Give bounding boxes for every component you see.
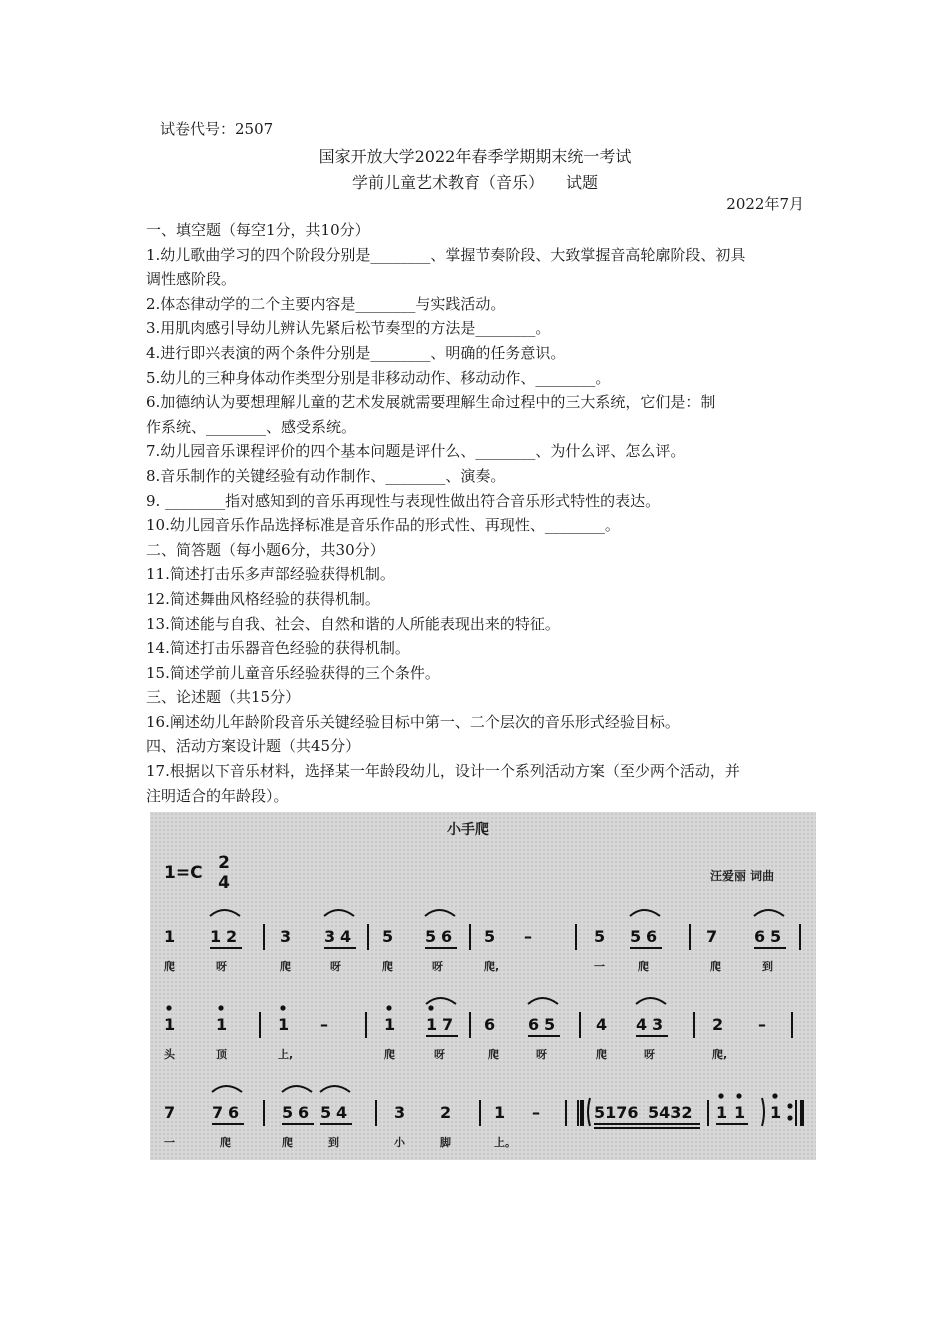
score-note: 1	[734, 1103, 746, 1122]
question-line: 3.用肌肉感引导幼儿辨认先紧后松节奏型的方法是________。	[146, 319, 551, 338]
exam-date: 2022年7月	[726, 195, 804, 213]
question-line: 8.音乐制作的关键经验有动作制作、________、演奏。	[146, 466, 506, 485]
question-list	[146, 218, 810, 808]
score-lyric: 爬	[710, 960, 721, 973]
score-note: 5	[544, 1015, 556, 1034]
score-row-2	[164, 1015, 766, 1034]
question-line: 12.简述舞曲风格经验的获得机制。	[146, 589, 380, 608]
score-title: 小手爬	[447, 822, 489, 838]
score-note: 6	[228, 1103, 240, 1122]
exam-code: 试卷代号：2507	[160, 120, 274, 138]
score-note: 5176	[594, 1103, 639, 1122]
score-lyric: 一	[594, 960, 605, 973]
score-key: 1=C	[164, 863, 203, 883]
score-lyric: 爬,	[484, 960, 500, 973]
score-note: 3	[324, 927, 336, 946]
score-row-1	[164, 927, 781, 946]
score-lyric: 呀	[434, 1048, 445, 1061]
score-lyric: 爬	[384, 1048, 395, 1061]
score-note: –	[532, 1103, 540, 1122]
score-note: 5	[382, 927, 394, 946]
score-note: 4	[596, 1015, 608, 1034]
score-note: 6	[441, 927, 453, 946]
score-row-2-lyrics	[164, 1047, 727, 1061]
exam-title: 国家开放大学2022年春季学期期末统一考试	[318, 147, 632, 166]
score-note: 4	[636, 1015, 648, 1034]
exam-subtitle	[0, 170, 950, 193]
question-line: 6.加德纳认为要想理解儿童的艺术发展就需要理解生命过程中的三大系统，它们是：制	[146, 393, 716, 412]
score-note: 5	[425, 927, 437, 946]
score-lyric: 呀	[536, 1048, 547, 1061]
score-lyric: 顶	[216, 1048, 227, 1061]
score-note: 4	[340, 927, 352, 946]
score-note: 1	[384, 1015, 396, 1034]
score-note: 5	[484, 927, 496, 946]
score-note: 5	[282, 1103, 294, 1122]
score-lyric: 爬,	[712, 1048, 728, 1061]
score-note: –	[758, 1015, 766, 1034]
score-note: 6	[754, 927, 766, 946]
score-note: 3	[394, 1103, 406, 1122]
subject-name: 学前儿童艺术教育（音乐）	[351, 173, 544, 192]
score-row-3	[164, 1103, 781, 1122]
score-note: –	[524, 927, 532, 946]
score-note: 5	[630, 927, 642, 946]
music-score	[150, 812, 816, 1160]
score-lyric: 爬	[488, 1048, 499, 1061]
score-note: 6	[646, 927, 658, 946]
score-note: 1	[164, 1015, 176, 1034]
score-note: 5	[320, 1103, 332, 1122]
score-lyric: 头	[164, 1048, 175, 1061]
section-heading: 二、简答题（每小题6分，共30分）	[146, 540, 385, 559]
score-note: 7	[706, 927, 718, 946]
score-note: 1	[494, 1103, 506, 1122]
subject-suffix: 试题	[566, 173, 599, 192]
score-lyric: 到	[762, 960, 773, 973]
score-meter-top: 2	[218, 853, 230, 873]
score-lyric: 爬	[382, 960, 393, 973]
score-note: 1	[716, 1103, 728, 1122]
score-meter-bottom: 4	[218, 873, 230, 893]
question-line: 10.幼儿园音乐作品选择标准是音乐作品的形式性、再现性、________。	[146, 516, 620, 535]
score-note: 1	[426, 1015, 438, 1034]
question-line: 4.进行即兴表演的两个条件分别是________、明确的任务意识。	[146, 343, 566, 362]
score-note: –	[320, 1015, 328, 1034]
score-note: 1	[210, 927, 222, 946]
score-note: 2	[712, 1015, 724, 1034]
score-lyric: 上。	[494, 1136, 516, 1149]
score-lyric: 爬	[596, 1048, 607, 1061]
question-line: 7.幼儿园音乐课程评价的四个基本问题是评什么、________、为什么评、怎么评。	[146, 442, 686, 461]
question-line: 9. ________指对感知到的音乐再现性与表现性做出符合音乐形式特性的表达。	[146, 491, 661, 510]
score-note: 5	[594, 927, 606, 946]
question-line: 16.阐述幼儿年龄阶段音乐关键经验目标中第一、二个层次的音乐形式经验目标。	[146, 712, 680, 731]
question-line: 15.简述学前儿童音乐经验获得的三个条件。	[146, 663, 440, 682]
score-note: 1	[770, 1103, 782, 1122]
score-note: 7	[164, 1103, 176, 1122]
score-note: 1	[164, 927, 176, 946]
score-note: 7	[442, 1015, 454, 1034]
score-lyric: 爬	[164, 960, 175, 973]
score-lyric: 爬	[638, 960, 649, 973]
score-lyric: 一	[164, 1136, 175, 1149]
score-lyric: 上,	[278, 1048, 294, 1061]
score-row-3-lyrics	[164, 1135, 516, 1149]
score-lyric: 呀	[644, 1048, 655, 1061]
question-line: 1.幼儿歌曲学习的四个阶段分别是________、掌握节奏阶段、大致掌握音高轮廓阶段、初具	[146, 245, 746, 264]
score-note: 5432	[648, 1103, 693, 1122]
score-lyric: 爬	[220, 1136, 231, 1149]
section-heading: 一、填空题（每空1分，共10分）	[146, 221, 370, 239]
question-line: 作系统、________、感受系统。	[146, 417, 357, 436]
score-lyric: 呀	[432, 960, 443, 973]
score-author: 汪爱丽 词曲	[710, 869, 775, 883]
question-line: 注明适合的年龄段）。	[146, 786, 289, 805]
music-score-image	[150, 812, 816, 1160]
question-line: 调性感阶段。	[146, 270, 237, 289]
score-note: 6	[528, 1015, 540, 1034]
score-note: 1	[216, 1015, 228, 1034]
section-heading: 四、活动方案设计题（共45分）	[146, 737, 361, 756]
score-row-1-lyrics	[164, 959, 773, 973]
score-note: 1	[278, 1015, 290, 1034]
score-lyric: 呀	[216, 960, 227, 973]
question-line: 2.体态律动学的二个主要内容是________与实践活动。	[146, 294, 506, 313]
score-note: 3	[280, 927, 292, 946]
question-line: 11.简述打击乐多声部经验获得机制。	[146, 565, 395, 584]
score-lyric: 爬	[280, 960, 291, 973]
score-lyric: 爬	[282, 1136, 293, 1149]
score-row-2-marks	[167, 998, 792, 1038]
score-lyric: 小	[394, 1136, 405, 1149]
score-lyric: 到	[328, 1136, 339, 1149]
score-note: 4	[336, 1103, 348, 1122]
score-note: 6	[484, 1015, 496, 1034]
score-note: 2	[226, 927, 238, 946]
score-note: 2	[440, 1103, 452, 1122]
question-line: 17.根据以下音乐材料，选择某一年龄段幼儿，设计一个系列活动方案（至少两个活动，并	[146, 762, 740, 781]
score-note: 6	[298, 1103, 310, 1122]
score-note: 3	[652, 1015, 664, 1034]
question-line: 5.幼儿的三种身体动作类型分别是非移动动作、移动动作、________。	[146, 368, 611, 387]
score-note: 7	[212, 1103, 224, 1122]
section-heading: 三、论述题（共15分）	[146, 688, 301, 707]
score-lyric: 呀	[330, 960, 341, 973]
score-lyric: 脚	[440, 1136, 451, 1149]
question-line: 14.简述打击乐器音色经验的获得机制。	[146, 639, 410, 658]
score-note: 5	[770, 927, 782, 946]
question-line: 13.简述能与自我、社会、自然和谐的人所能表现出来的特征。	[146, 614, 560, 633]
